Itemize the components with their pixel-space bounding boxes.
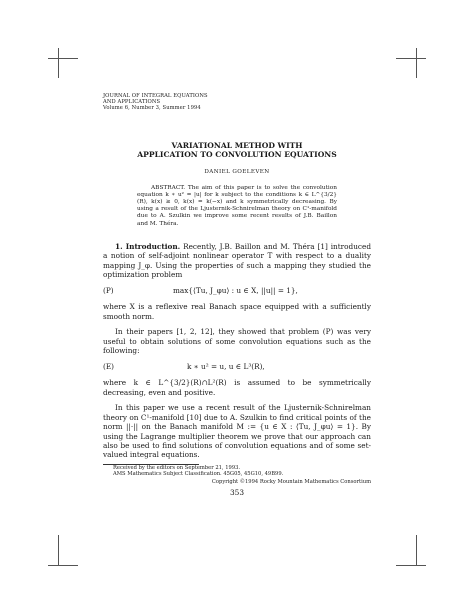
page-number: 353	[229, 488, 245, 498]
journal-volume: Volume 6, Number 3, Summer 1994	[103, 105, 201, 112]
journal-name-line1: JOURNAL OF INTEGRAL EQUATIONS	[103, 93, 208, 99]
footnote-received: Received by the editors on September 21, 1993.	[113, 464, 241, 471]
equation-P	[103, 286, 371, 295]
equation-E-body: k ∗ u² = u, u ∈ L³(R),	[187, 362, 265, 372]
author-name: DANIEL GOELEVEN	[204, 168, 270, 175]
equation-E-label: (E)	[103, 362, 115, 372]
paper-page	[103, 93, 371, 497]
paragraph-2: where X is a reflexive real Banach space equipped with a sufficiently smooth norm.	[103, 302, 371, 321]
crop-mark-top-right-h	[396, 58, 426, 69]
equation-P-body: max{⟨Tu, J_φu⟩ : u ∈ X, ||u|| = 1},	[173, 286, 298, 296]
paragraph-3-text: In their papers [1, 2, 12], they showed that problem (P) was very useful to obtain solutions of some convolution equations such as the following:	[103, 327, 371, 356]
title-line2: APPLICATION TO CONVOLUTION EQUATIONS	[137, 149, 337, 159]
paragraph-5-text: In this paper we use a recent result of the Ljusternik-Schnirelman theory on C¹-manifold [10] due to A. Szulkin to find critical points of the norm ||·|| on the Banach manifold M := {u ∈ X : ⟨Tu, J_φu⟩ = 1}. By using the Lagrange multiplier theorem we prove that our approach can also be used to find solutions of convolution equations and of some set-valued integral equations.	[103, 403, 371, 460]
crop-mark-bottom-right-h	[396, 555, 426, 566]
footnote-ams: AMS Mathematics Subject Classification. 45G05, 45G10, 49B99.	[113, 470, 284, 477]
journal-name-line2: AND APPLICATIONS	[103, 99, 161, 106]
crop-mark-bottom-left-h	[48, 555, 78, 566]
title-line1: VARIATIONAL METHOD WITH	[171, 140, 303, 150]
abstract-label: ABSTRACT.	[151, 184, 186, 191]
paragraph-1-text: Recently, J.B. Baillon and M. Théra [1] introduced a notion of self-adjoint nonlinear operator T with respect to a duality mapping J_φ. Using the properties of such a mapping they studied the optimization problem	[103, 241, 371, 280]
equation-E	[103, 362, 371, 371]
section-introduction	[103, 242, 371, 460]
equation-P-label: (P)	[103, 286, 114, 296]
paragraph-1	[103, 242, 371, 280]
paragraph-4: where k ∈ L^{3/2}(R)∩L²(R) is assumed to be symmetrically decreasing, even and positive.	[103, 378, 371, 397]
crop-mark-top-left-h	[48, 58, 78, 69]
abstract	[137, 185, 337, 228]
paper-title	[103, 141, 371, 159]
abstract-text: The aim of this paper is to solve the convolution equation k ∗ u² = |u| for k subject to the conditions k ∈ L^{3/2}(R), k(x) ≥ 0, k(x) = k(−x) and k symmetrically decreasing. By using a result of the Ljusternik-Schnirelman theory on C¹-manifold due to A. Szulkin we improve some recent results of J.B. Baillon and M. Théra.	[137, 184, 337, 227]
paragraph-3	[103, 327, 371, 355]
copyright-line: Copyright ©1994 Rocky Mountain Mathematics Consortium	[211, 479, 371, 486]
journal-header	[103, 93, 371, 112]
section-heading: 1. Introduction.	[115, 241, 181, 251]
paragraph-5	[103, 403, 371, 459]
